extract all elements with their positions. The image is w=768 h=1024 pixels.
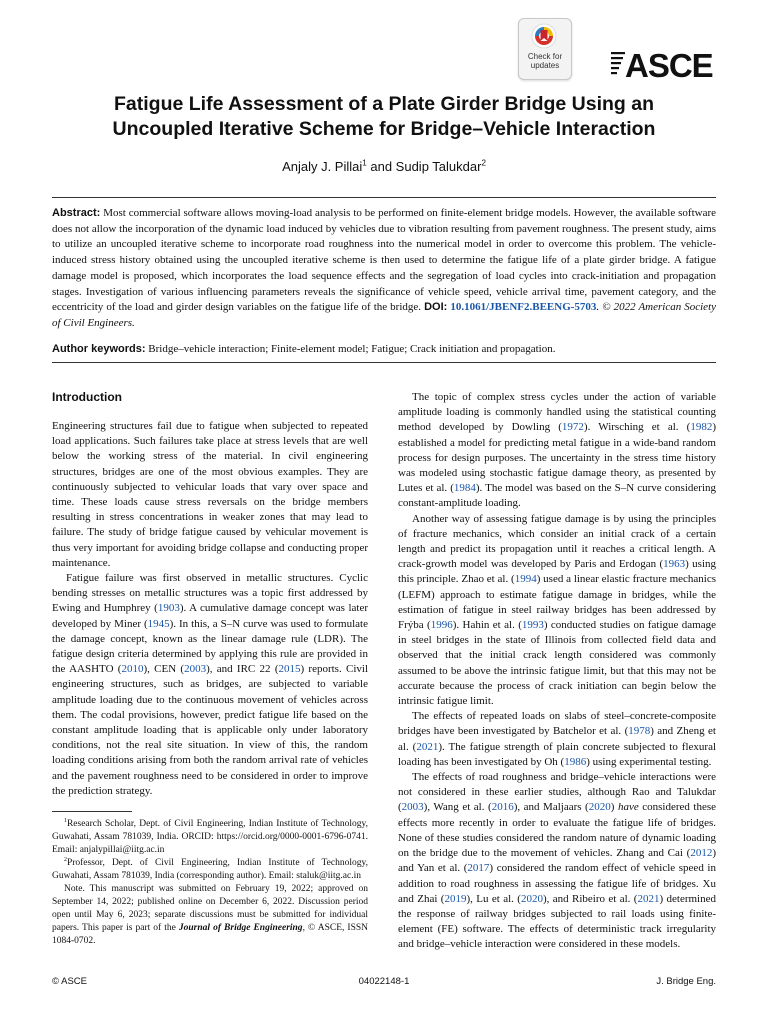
text-span: ) considered the random effect of vehicle speed in addition to road roughness in assessing the fatigue life of bridges. Xu and Zhai ( bbox=[398, 862, 716, 905]
authors-and: and bbox=[366, 159, 396, 174]
doi-link[interactable]: 10.1061/JBENF2.BEENG-5703 bbox=[450, 301, 597, 314]
text-span: ). A cumulative damage concept was later developed by Miner ( bbox=[52, 602, 369, 630]
text-span: ) conducted studies on fatigue damage in steel bridges in the state of Illinois from collected field data and observed that the initial crack length considered was commonly assumed to be above the intrinsic fatigue limit, but that this may not be accurate because the process of crack initiation can begin below the intrinsic fatigue limit. bbox=[398, 619, 716, 708]
note-text: , © ASCE, ISSN 1084-0702. bbox=[52, 923, 368, 947]
paragraph-repeated-loads bbox=[398, 709, 716, 770]
keywords-label: Author keywords: bbox=[52, 343, 146, 355]
text-span: ) bbox=[610, 801, 618, 814]
author-1: Anjaly J. Pillai bbox=[282, 159, 363, 174]
keywords-divider bbox=[52, 362, 716, 363]
citation-link[interactable]: 1984 bbox=[453, 482, 476, 495]
text-span: The effects of road roughness and bridge–vehicle interactions were not considered in these earlier studies, although Rao and Talukdar ( bbox=[398, 771, 716, 814]
text-span: ) established a model for predicting metal fatigue in a wide-band random process for design purposes. The uncertainty in the stress time history was modeled using stochastic fatigue damage theory, as presented by Lutes et al. ( bbox=[398, 421, 716, 495]
left-column bbox=[52, 390, 368, 948]
footnote-1-marker: 1 bbox=[64, 817, 67, 824]
italic-have: have bbox=[617, 801, 639, 814]
text-span: ), Lu et al. ( bbox=[466, 892, 521, 905]
asce-logo bbox=[611, 44, 717, 82]
citation-link[interactable]: 2019 bbox=[444, 892, 467, 905]
citation-link[interactable]: 1994 bbox=[514, 573, 537, 586]
paper-title bbox=[40, 92, 728, 142]
text-span: ). Wirsching et al. ( bbox=[583, 421, 691, 434]
citation-link[interactable]: 2003 bbox=[184, 663, 207, 676]
citation-link[interactable]: 1986 bbox=[564, 755, 587, 768]
bookmark-icon bbox=[531, 23, 557, 49]
title-line-2: Uncoupled Iterative Scheme for Bridge–Vehicle Interaction bbox=[112, 118, 656, 140]
copyright: . © 2022 American Society of Civil Engineers. bbox=[52, 301, 717, 329]
text-span: ), CEN ( bbox=[143, 663, 185, 676]
text-span: ) and Yan et al. ( bbox=[398, 847, 716, 875]
section-heading-introduction: Introduction bbox=[52, 390, 122, 404]
text-span: ) and Zheng et al. ( bbox=[398, 725, 716, 753]
citation-link[interactable]: 2012 bbox=[690, 847, 713, 860]
abstract bbox=[52, 206, 716, 332]
author-2-affil: 2 bbox=[481, 158, 486, 168]
footnote-1-text: Research Scholar, Dept. of Civil Engineering, Indian Institute of Technology, Guwahati, Assam 781039, India. ORCID: https://orcid.org/0000-0001-6796-0741. Email: anjalypillai@iitg.ac.in bbox=[52, 819, 368, 856]
authors bbox=[0, 159, 768, 174]
text-span: ). The fatigue strength of plain concrete subjected to flexural loading has been investigated by Oh ( bbox=[398, 740, 717, 768]
doi-label: DOI: bbox=[424, 301, 448, 314]
footnote-2-text: Professor, Dept. of Civil Engineering, Indian Institute of Technology, Guwahati, Assam 781039, India (corresponding author). Email: staluk@iitg.ac.in bbox=[52, 858, 368, 882]
footer-page-id: 04022148-1 bbox=[358, 976, 410, 987]
citation-link[interactable]: 2010 bbox=[121, 663, 144, 676]
abstract-label: Abstract: bbox=[52, 207, 101, 219]
text-span: ), and Ribeiro et al. ( bbox=[542, 892, 638, 905]
citation-link[interactable]: 2021 bbox=[637, 892, 660, 905]
citation-link[interactable]: 2015 bbox=[278, 663, 301, 676]
page-footer bbox=[52, 976, 716, 990]
text-span: Another way of assessing fatigue damage is by using the principles of fracture mechanics, which consider an initial crack of a certain length and predict its propagation until it reaches a critical length. A crack-growth model was developed by Paris and Erdogan ( bbox=[398, 512, 716, 571]
text-span: ), and Maljaars ( bbox=[513, 801, 589, 814]
citation-link[interactable]: 2020 bbox=[588, 801, 611, 814]
citation-link[interactable]: 1978 bbox=[628, 725, 651, 738]
manuscript-note bbox=[52, 883, 368, 948]
keywords-text: Bridge–vehicle interaction; Finite-element model; Fatigue; Crack initiation and propagation. bbox=[145, 343, 556, 355]
text-span: The effects of repeated loads on slabs of steel–concrete-composite bridges have been investigated by Batchelor et al. ( bbox=[398, 710, 716, 738]
text-span: ) using experimental testing. bbox=[586, 755, 712, 768]
intro-paragraph-2 bbox=[52, 571, 368, 799]
badge-line-2: updates bbox=[530, 61, 560, 70]
text-span: ), Wang et al. ( bbox=[423, 801, 492, 814]
citation-link[interactable]: 1993 bbox=[521, 619, 544, 632]
text-span: ) reports. Civil engineering structures, such as bridges, are subjected to variable amplitude loading due to the continuous movement of vehicles across them. The codal provisions, however, predict fatigue life based on the constant amplitude loading that is applicable only under laboratory conditions, not the real site situation. In view of this, the random loading conditions arising from both the random arrival rate of vehicles and the pavement roughness need to be considered in order to improve the prediction strategy. bbox=[52, 663, 368, 797]
check-for-updates-badge[interactable] bbox=[518, 18, 572, 80]
badge-line-1: Check for bbox=[527, 52, 563, 61]
citation-link[interactable]: 1903 bbox=[157, 602, 180, 615]
footnote-2 bbox=[52, 857, 368, 883]
footnote-1 bbox=[52, 818, 368, 857]
citation-link[interactable]: 1963 bbox=[663, 558, 686, 571]
asce-logo-text: ASCE bbox=[625, 47, 713, 82]
citation-link[interactable]: 1945 bbox=[147, 617, 170, 630]
citation-link[interactable]: 1996 bbox=[430, 619, 453, 632]
journal-name: Journal of Bridge Engineering bbox=[178, 923, 303, 934]
title-line-1: Fatigue Life Assessment of a Plate Girder Bridge Using an bbox=[114, 93, 654, 115]
paragraph-stress-cycles bbox=[398, 390, 716, 512]
text-span: ) using this principle. Zhao et al. ( bbox=[398, 558, 716, 586]
citation-link[interactable]: 1972 bbox=[561, 421, 584, 434]
citation-link[interactable]: 2016 bbox=[491, 801, 514, 814]
text-span: ) determined the response of railway bridges subjected to rail loads using finite-element (FE) software. The effects of deterministic track irregularity and bridge–vehicle interaction were considered in these models. bbox=[398, 892, 716, 951]
right-column bbox=[398, 390, 716, 953]
author-1-affil: 1 bbox=[362, 158, 367, 168]
note-text: Note. This manuscript was submitted on February 19, 2022; approved on September 14, 2022; published online on December 6, 2022. Discussion period open until May 6, 2023; separate discussions must be submitted for individual papers. This paper is part of the bbox=[52, 884, 368, 934]
citation-link[interactable]: 2020 bbox=[520, 892, 543, 905]
citation-link[interactable]: 2017 bbox=[467, 862, 490, 875]
citation-link[interactable]: 2021 bbox=[416, 740, 439, 753]
badge-label bbox=[519, 52, 571, 70]
top-divider bbox=[52, 197, 716, 198]
paragraph-road-roughness bbox=[398, 770, 716, 952]
author-2: Sudip Talukdar bbox=[395, 159, 482, 174]
footnote-2-marker: 2 bbox=[64, 856, 67, 863]
text-span: ), and IRC 22 ( bbox=[206, 663, 279, 676]
text-span: ). The model was based on the S–N curve considering constant-amplitude loading. bbox=[398, 482, 716, 510]
text-span: The topic of complex stress cycles under the action of variable amplitude loading is commonly handled using the statistical counting method developed by Dowling ( bbox=[398, 391, 716, 434]
text-span: ). In this, a S–N curve was used to formulate the damage concept, known as the linear damage rule (LDR). The fatigue design criteria determined by applying this rule are provided in the AASHTO ( bbox=[52, 617, 368, 676]
footnote-divider bbox=[52, 811, 132, 812]
text-span: considered these effects more recently in order to evaluate the fatigue life of bridges. None of these studies considered the random nature of dynamic loading on the bridge due to the movement of vehicles. Zhang and Cai ( bbox=[398, 801, 717, 860]
paragraph-fracture-mechanics bbox=[398, 512, 716, 710]
citation-link[interactable]: 2003 bbox=[401, 801, 424, 814]
abstract-text: Most commercial software allows moving-load analysis to be performed on finite-element bridge models. However, the available software does not allow the incorporation of the dynamic load induced by vehicles due to vibration resulting from pavement roughness. The present study, aims to utilize an uncoupled iterative scheme to incorporate road roughness into the numerical model in order to overcome this problem. The vehicle-induced stress history obtained using the uncoupled iterative scheme is then used to determine the fatigue life of a plate girder bridge. A fatigue damage model is proposed, which incorporates the load sequence effects and the segregation of load cycles into crack-initiation and propagation stages. Investigation of various influencing parameters reveals the significance of vehicle speed, vehicle arrival time, pavement category, and the eccentricity of the load and girder design variables on the fatigue life of the bridge. bbox=[52, 207, 716, 314]
footer-journal: J. Bridge Eng. bbox=[656, 976, 716, 987]
text-span: ). Hahin et al. ( bbox=[452, 619, 522, 632]
footer-copyright: © ASCE bbox=[52, 976, 87, 987]
author-keywords bbox=[52, 342, 716, 357]
text-span: Fatigue failure was first observed in metallic structures. Cyclic bending stresses on metallic structures was a topic first addressed by Ewing and Humphrey ( bbox=[52, 572, 368, 615]
citation-link[interactable]: 1982 bbox=[690, 421, 713, 434]
text-span: ) used a linear elastic fracture mechanics (LEFM) approach to estimate fatigue damage in bridges, while the estimation of fatigue in steel railway bridges has been addressed by Frýba ( bbox=[398, 573, 716, 632]
intro-paragraph-1: Engineering structures fail due to fatigue when subjected to repeated load applications. Such failures take place at stress levels that are well below the working stress of the material. In civil engineering structures, bridges are one of the most obvious examples. They are continuously subjected to vehicular loads that vary over space and time. These loads cause stress reversals on the bridge members resulting in stress concentrations in weaker zones that may lead to failure. The study of bridge fatigue caused by vehicular movement is thus very important for avoiding bridge collapse and conducting proper maintenance. bbox=[52, 420, 368, 569]
